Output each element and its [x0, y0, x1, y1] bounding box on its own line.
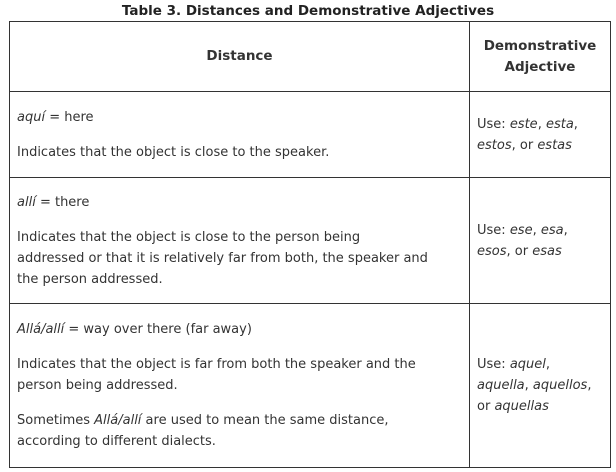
distance-term: aquí	[17, 109, 46, 125]
distance-description: Indicates that the object is close to the speaker.	[17, 144, 330, 160]
description-line: Indicates that the object is far from both the speaker and the	[17, 357, 416, 372]
distance-cell-alla	[10, 304, 470, 468]
description-line: person being addressed.	[17, 378, 178, 393]
description-line: Indicates that the object is close to the person being	[17, 229, 361, 245]
use-label: Use:	[477, 116, 510, 132]
distance-term-line	[17, 192, 462, 213]
adjective-form: esa	[540, 222, 564, 238]
note-text: Sometimes	[17, 413, 95, 428]
table-row	[10, 92, 611, 178]
distance-term: Allá/allí	[17, 322, 65, 337]
distance-meaning: = there	[35, 194, 90, 210]
adjective-form: ese	[509, 222, 533, 238]
adjective-form: aquellos	[532, 378, 588, 393]
dialect-note	[17, 410, 462, 452]
distance-meaning: = here	[45, 109, 94, 125]
adjective-form: aquellas	[494, 399, 549, 414]
note-term: Allá/allí	[94, 413, 142, 428]
adjective-form: esas	[532, 243, 562, 259]
distance-meaning: = way over there (far away)	[64, 322, 252, 337]
separator: ,	[573, 116, 578, 132]
table-row	[10, 178, 611, 304]
table-header-row	[10, 22, 611, 92]
separator: ,	[587, 378, 592, 393]
distance-description	[17, 227, 462, 290]
separator: ,	[524, 378, 533, 393]
adjective-form: esta	[545, 116, 574, 132]
header-demonstrative-adjective	[470, 22, 611, 92]
distance-description	[17, 354, 462, 396]
note-text: according to different dialects.	[17, 434, 216, 449]
header-adjective-line2: Adjective	[504, 58, 576, 75]
separator: ,	[563, 222, 568, 238]
adjective-form: estas	[537, 137, 572, 153]
adjective-cell-este	[470, 92, 611, 178]
description-line: the person addressed.	[17, 271, 163, 287]
adjective-form: este	[509, 116, 538, 132]
adjective-form: esos	[477, 243, 507, 259]
separator: ,	[532, 222, 541, 238]
header-distance: Distance	[10, 22, 470, 92]
separator: ,	[545, 357, 551, 372]
separator: or	[477, 399, 495, 414]
separator: ,	[537, 116, 546, 132]
distance-term-line	[17, 319, 462, 340]
separator: , or	[506, 243, 533, 259]
adjective-cell-aquel	[470, 304, 611, 468]
use-label: Use:	[477, 357, 510, 372]
separator: , or	[511, 137, 538, 153]
distances-table	[9, 21, 611, 468]
adjective-form: aquel	[509, 357, 546, 372]
distance-term: allí	[17, 194, 36, 210]
header-adjective-line1: Demonstrative	[483, 37, 597, 54]
adjective-form: aquella	[477, 378, 525, 393]
adjective-cell-ese	[470, 178, 611, 304]
distance-term-line	[17, 107, 462, 128]
table-row	[10, 304, 611, 468]
distance-cell-alli	[10, 178, 470, 304]
use-label: Use:	[477, 222, 510, 238]
distance-cell-aqui	[10, 92, 470, 178]
table-caption: Table 3. Distances and Demonstrative Adjectives	[121, 3, 495, 19]
adjective-form: estos	[477, 137, 512, 153]
note-text: are used to mean the same distance,	[141, 413, 389, 428]
description-line: addressed or that it is relatively far from both, the speaker and	[17, 250, 428, 266]
